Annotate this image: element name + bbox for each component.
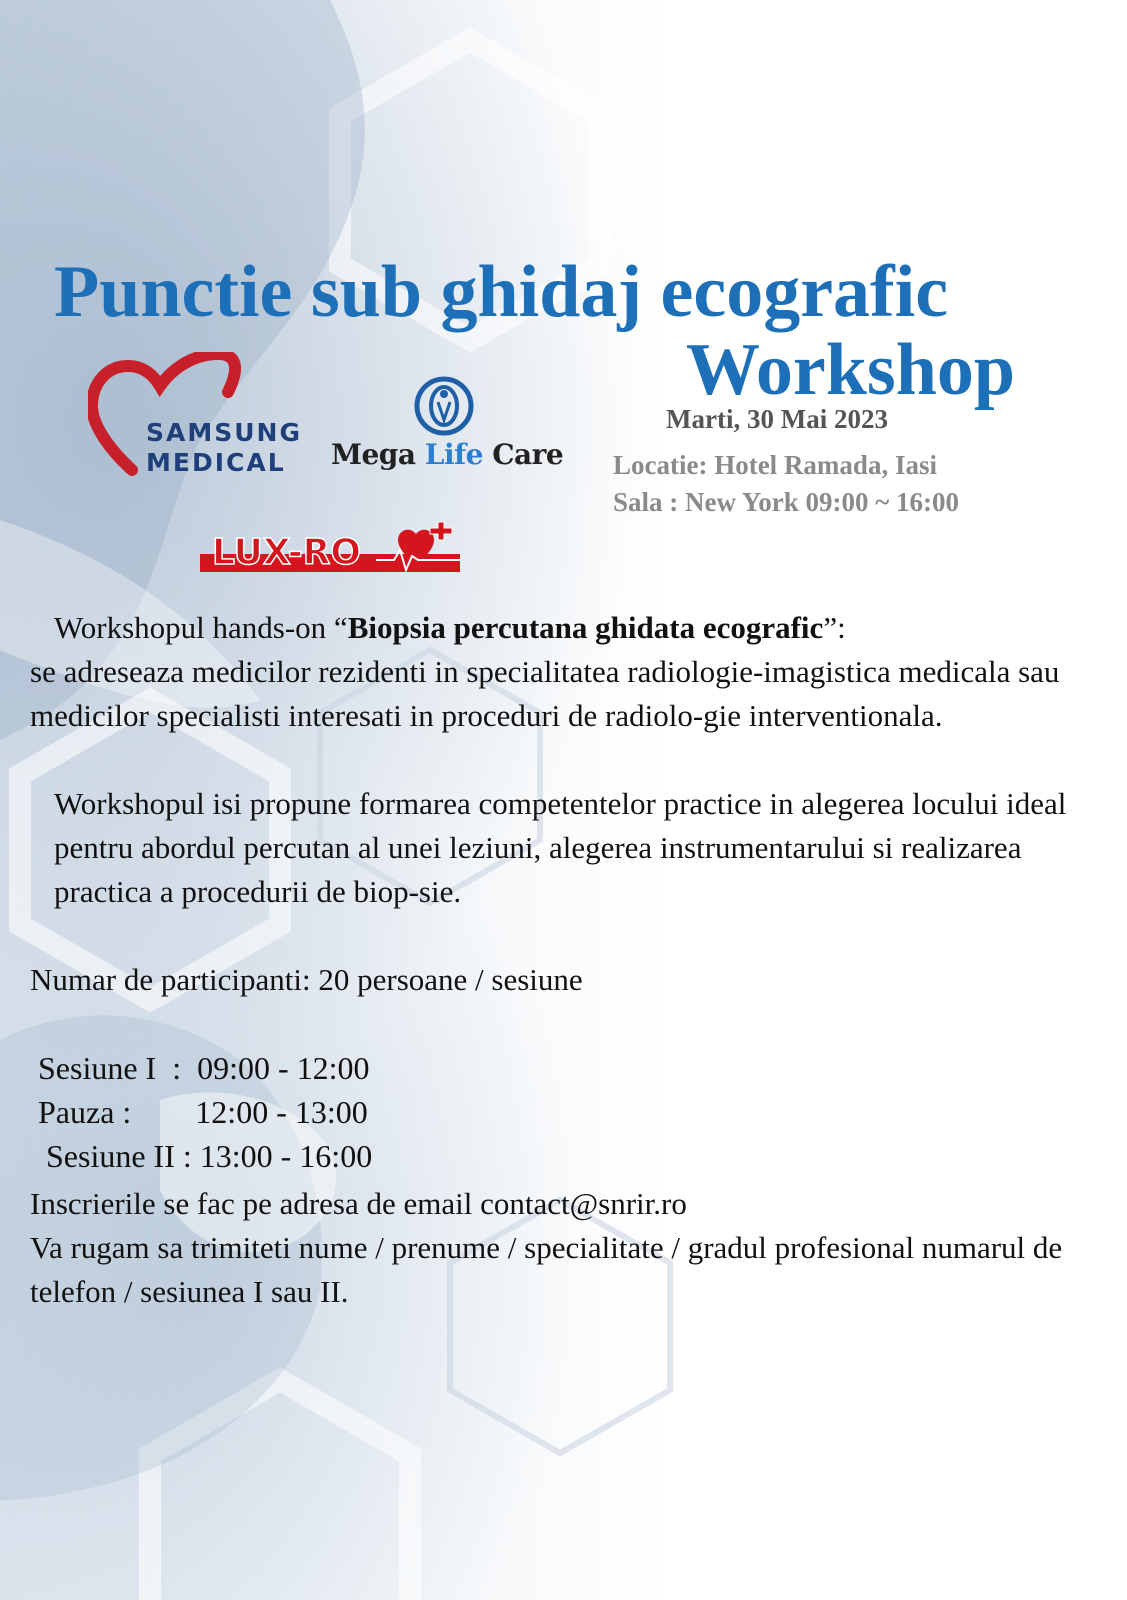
registration-instructions: Va rugam sa trimiteti nume / prenume / specialitate / gradul profesional numarul de telefon / sesiunea I sau II. (30, 1230, 1063, 1309)
samsung-line1: SAMSUNG (146, 418, 302, 447)
session-label: Pauza : (38, 1094, 196, 1130)
intro-suffix: ”: (823, 610, 846, 645)
session-time: 09:00 - 12:00 (197, 1050, 370, 1086)
participants-text: Numar de participanti: 20 persoane / sesiune (30, 962, 583, 997)
session-label: Sesiune II : (38, 1138, 200, 1174)
mega-life-care-logo (331, 438, 563, 471)
samsung-medical-logo (146, 418, 302, 478)
session-time: 13:00 - 16:00 (199, 1138, 373, 1174)
samsung-line2: MEDICAL (146, 448, 286, 477)
intro-prefix: Workshopul hands-on “ (54, 610, 348, 645)
life-word: Life (424, 438, 483, 471)
schedule-row (38, 1090, 1110, 1134)
intro-lead (30, 606, 1110, 650)
event-room: Sala : New York 09:00 ~ 16:00 (613, 487, 960, 517)
schedule (30, 1046, 1110, 1178)
care-word: Care (482, 438, 564, 471)
goal-paragraph: Workshopul isi propune formarea competentelor practice in alegerea locului ideal pentru abordul percutan al unei leziuni, alegerea instrumentarului si realizarea practica a procedurii de biop-sie. (54, 786, 1067, 909)
title-workshop: Workshop (686, 329, 1016, 411)
schedule-row (38, 1046, 1110, 1090)
luxro-text: LUX-RO (212, 532, 361, 573)
workshop-topic: Biopsia percutana ghidata ecografic (347, 610, 824, 645)
mega-life-care-emblem-icon (408, 374, 480, 438)
mega-word: Mega (331, 438, 425, 471)
event-date: Marti, 30 Mai 2023 (666, 404, 888, 434)
luxro-logo (198, 520, 463, 584)
registration-email: Inscrierile se fac pe adresa de email contact@snrir.ro (30, 1186, 687, 1221)
session-time: 12:00 - 13:00 (195, 1094, 368, 1130)
session-label: Sesiune I : (38, 1050, 198, 1086)
event-location: Locatie: Hotel Ramada, Iasi (613, 450, 937, 480)
title-main: Punctie sub ghidaj ecografic (54, 251, 949, 333)
schedule-row (38, 1134, 1110, 1178)
body-content (30, 606, 1110, 1314)
intro-paragraph: se adreseaza medicilor rezidenti in specialitatea radiologie-imagistica medicala sau medicilor specialisti interesati in proceduri de radiolo-gie interventionala. (30, 654, 1060, 733)
